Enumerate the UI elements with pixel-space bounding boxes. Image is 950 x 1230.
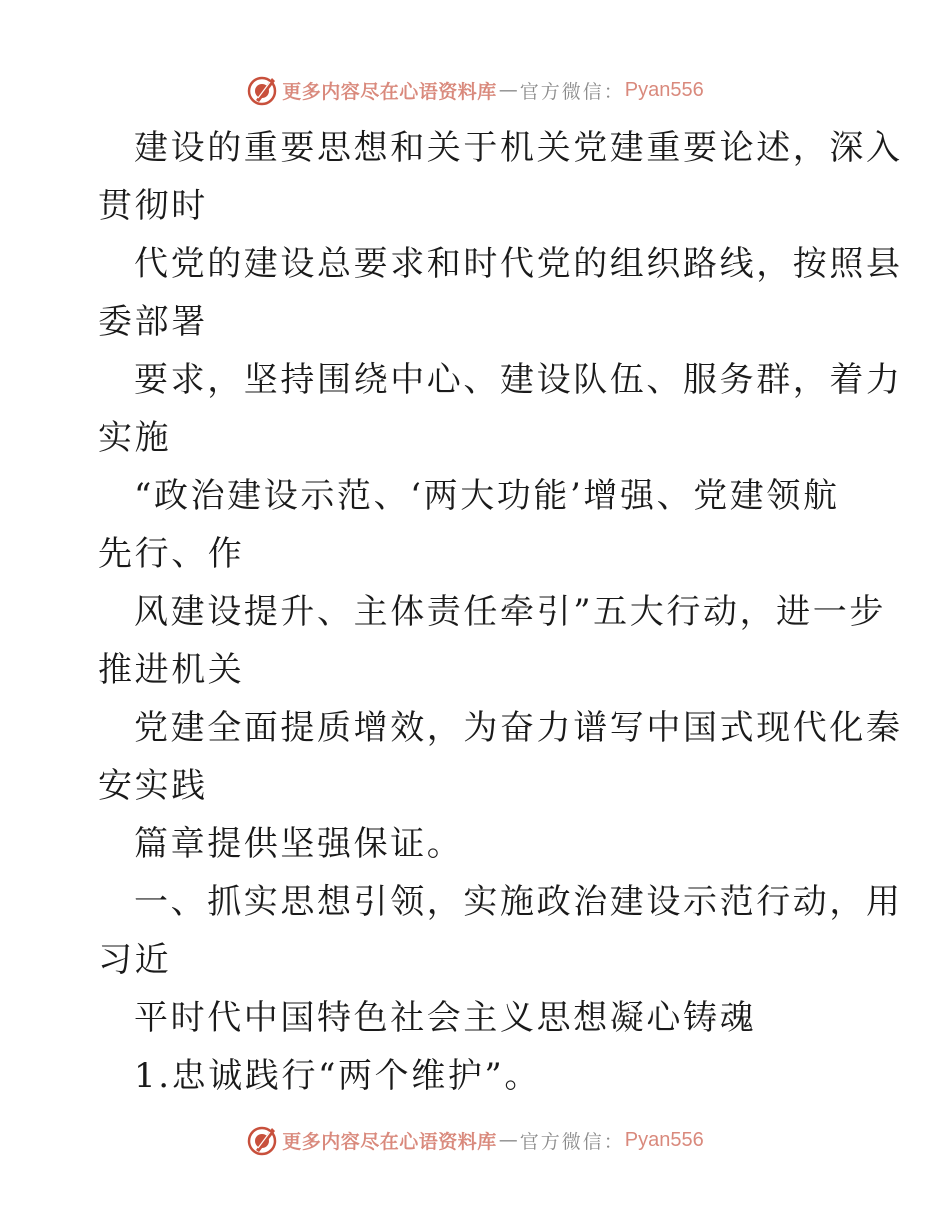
quill-pen-logo-icon: [246, 1124, 278, 1156]
text-line: 平时代中国特色社会主义思想凝心铸魂: [134, 998, 757, 1038]
watermark-wechat-id: Pyan556: [624, 1128, 704, 1151]
text-line: 风建设提升、主体责任牵引”五大行动，进一步: [134, 592, 886, 632]
watermark-separator: —: [498, 1129, 518, 1151]
watermark-label: 官方微信：: [519, 1130, 625, 1153]
watermark-separator: —: [498, 79, 518, 101]
text-line: “政治建设示范、‘两大功能’增强、党建领航: [134, 476, 840, 516]
watermark-wechat-id: Pyan556: [624, 78, 704, 101]
text-line: 要求，坚持围绕中心、建设队伍、服务群，着力: [134, 360, 903, 400]
text-line: 1.忠诚践行“两个维护”。: [134, 1056, 542, 1096]
text-line: 代党的建设总要求和时代党的组织路线，按照县: [134, 244, 903, 284]
text-line: 先行、作: [98, 534, 245, 574]
watermark-brand-text: 更多内容尽在心语资料库: [282, 80, 497, 103]
text-line: 贯彻时: [98, 186, 208, 226]
text-line: 安实践: [98, 766, 208, 806]
quill-pen-logo-icon: [246, 74, 278, 106]
watermark-brand-text: 更多内容尽在心语资料库: [282, 1130, 497, 1153]
text-line: 习近: [98, 940, 172, 980]
text-line: 委部署: [98, 302, 208, 342]
text-line: 党建全面提质增效，为奋力谱写中国式现代化秦: [134, 708, 903, 748]
text-line: 建设的重要思想和关于机关党建重要论述，深入: [134, 128, 903, 168]
text-line: 实施: [98, 418, 172, 458]
footer-watermark: [0, 1120, 950, 1160]
header-watermark: [0, 70, 950, 110]
text-line: 篇章提供坚强保证。: [134, 824, 464, 864]
text-line: 一、抓实思想引领，实施政治建设示范行动，用: [134, 882, 903, 922]
document-body: [98, 119, 903, 1105]
watermark-label: 官方微信：: [519, 80, 625, 103]
text-line: 推进机关: [98, 650, 245, 690]
